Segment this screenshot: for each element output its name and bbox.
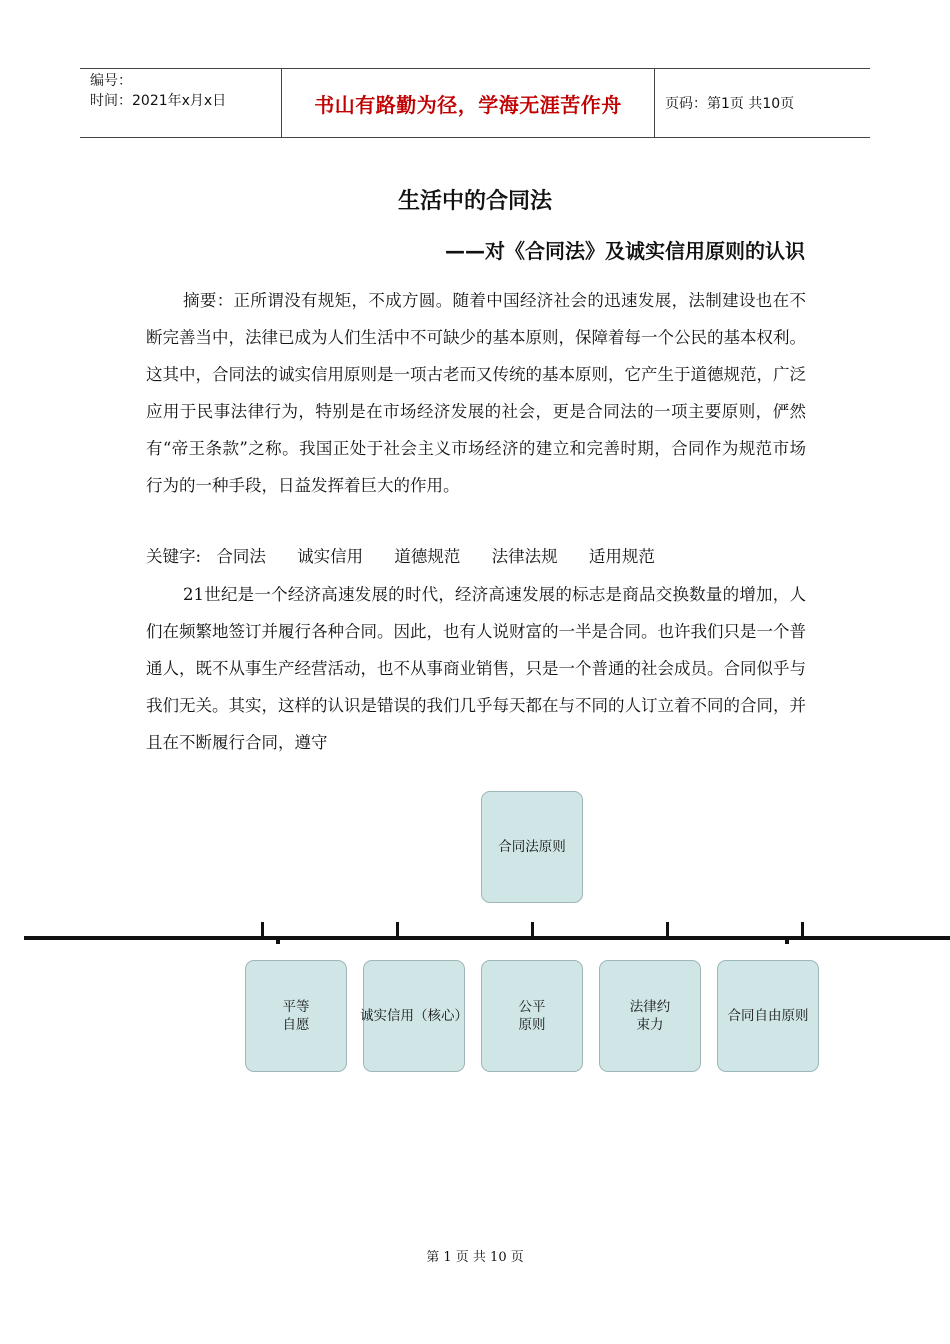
diagram-child-label: 自愿	[282, 1017, 310, 1033]
keyword-item: 诚实信用	[297, 547, 364, 566]
diagram-child-label: 束力	[636, 1017, 664, 1033]
diagram-child-label: 诚实信用（核心）	[360, 1008, 468, 1024]
diagram-timeline	[24, 936, 950, 940]
keywords-line	[146, 542, 681, 572]
body-paragraph: 21世纪是一个经济高速发展的时代，经济高速发展的标志是商品交换数量的增加，人们在频繁地签订并履行各种合同。因此，也有人说财富的一半是合同。也许我们只是一个普通人，既不从事生产经营活动，也不从事商业销售，只是一个普通的社会成员。合同似乎与我们无关。其实，这样的认识是错误的我们几乎每天都在与不同的人订立着不同的合同，并且在不断履行合同，遵守	[146, 585, 806, 752]
header-page-info: 页码：第1页 共10页	[665, 96, 795, 112]
diagram-child-label: 原则	[518, 1017, 546, 1033]
header-meta	[80, 69, 282, 137]
diagram-root-label: 合同法原则	[498, 839, 566, 855]
diagram-child-box	[481, 960, 583, 1072]
keyword-item: 道德规范	[394, 547, 461, 566]
diagram-child-label: 公平	[518, 999, 546, 1015]
document-subtitle: ——对《合同法》及诚实信用原则的认识	[445, 239, 805, 263]
diagram-tick	[396, 922, 399, 938]
diagram-marker	[785, 940, 789, 944]
keyword-item: 适用规范	[588, 547, 655, 566]
header-table	[80, 68, 870, 138]
document-title: 生活中的合同法	[397, 189, 552, 214]
diagram-child-box	[245, 960, 347, 1072]
diagram-child-box	[717, 960, 819, 1072]
number-label: 编号：	[90, 73, 132, 89]
body-section	[146, 576, 806, 761]
diagram-child-label: 合同自由原则	[727, 1008, 809, 1024]
abstract-section	[146, 282, 806, 504]
page-footer: 第 1 页 共 10 页	[426, 1250, 524, 1265]
diagram-tick	[531, 922, 534, 938]
keyword-item: 合同法	[216, 547, 266, 566]
diagram-tick	[666, 922, 669, 938]
diagram-child-box	[599, 960, 701, 1072]
abstract-paragraph: 摘要：正所谓没有规矩，不成方圆。随着中国经济社会的迅速发展，法制建设也在不断完善当中，法律已成为人们生活中不可缺少的基本原则，保障着每一个公民的基本权利。这其中，合同法的诚实信用原则是一项古老而又传统的基本原则，它产生于道德规范，广泛应用于民事法律行为，特别是在市场经济发展的社会，更是合同法的一项主要原则，俨然有“帝王条款”之称。我国正处于社会主义市场经济的建立和完善时期，合同作为规范市场行为的一种手段，日益发挥着巨大的作用。	[146, 291, 806, 495]
diagram-child-box	[360, 960, 468, 1072]
diagram-tick	[801, 922, 804, 938]
diagram-marker	[276, 940, 280, 944]
diagram-child-label: 平等	[282, 999, 310, 1015]
keyword-item: 法律法规	[491, 547, 558, 566]
time-label: 时间：2021年x月x日	[90, 93, 227, 109]
diagram-root-box	[481, 791, 583, 903]
keywords-label: 关键字:	[146, 547, 202, 566]
header-motto: 书山有路勤为径，学海无涯苦作舟	[282, 69, 655, 137]
diagram-tick	[261, 922, 264, 938]
diagram-child-label: 法律约	[629, 999, 671, 1015]
